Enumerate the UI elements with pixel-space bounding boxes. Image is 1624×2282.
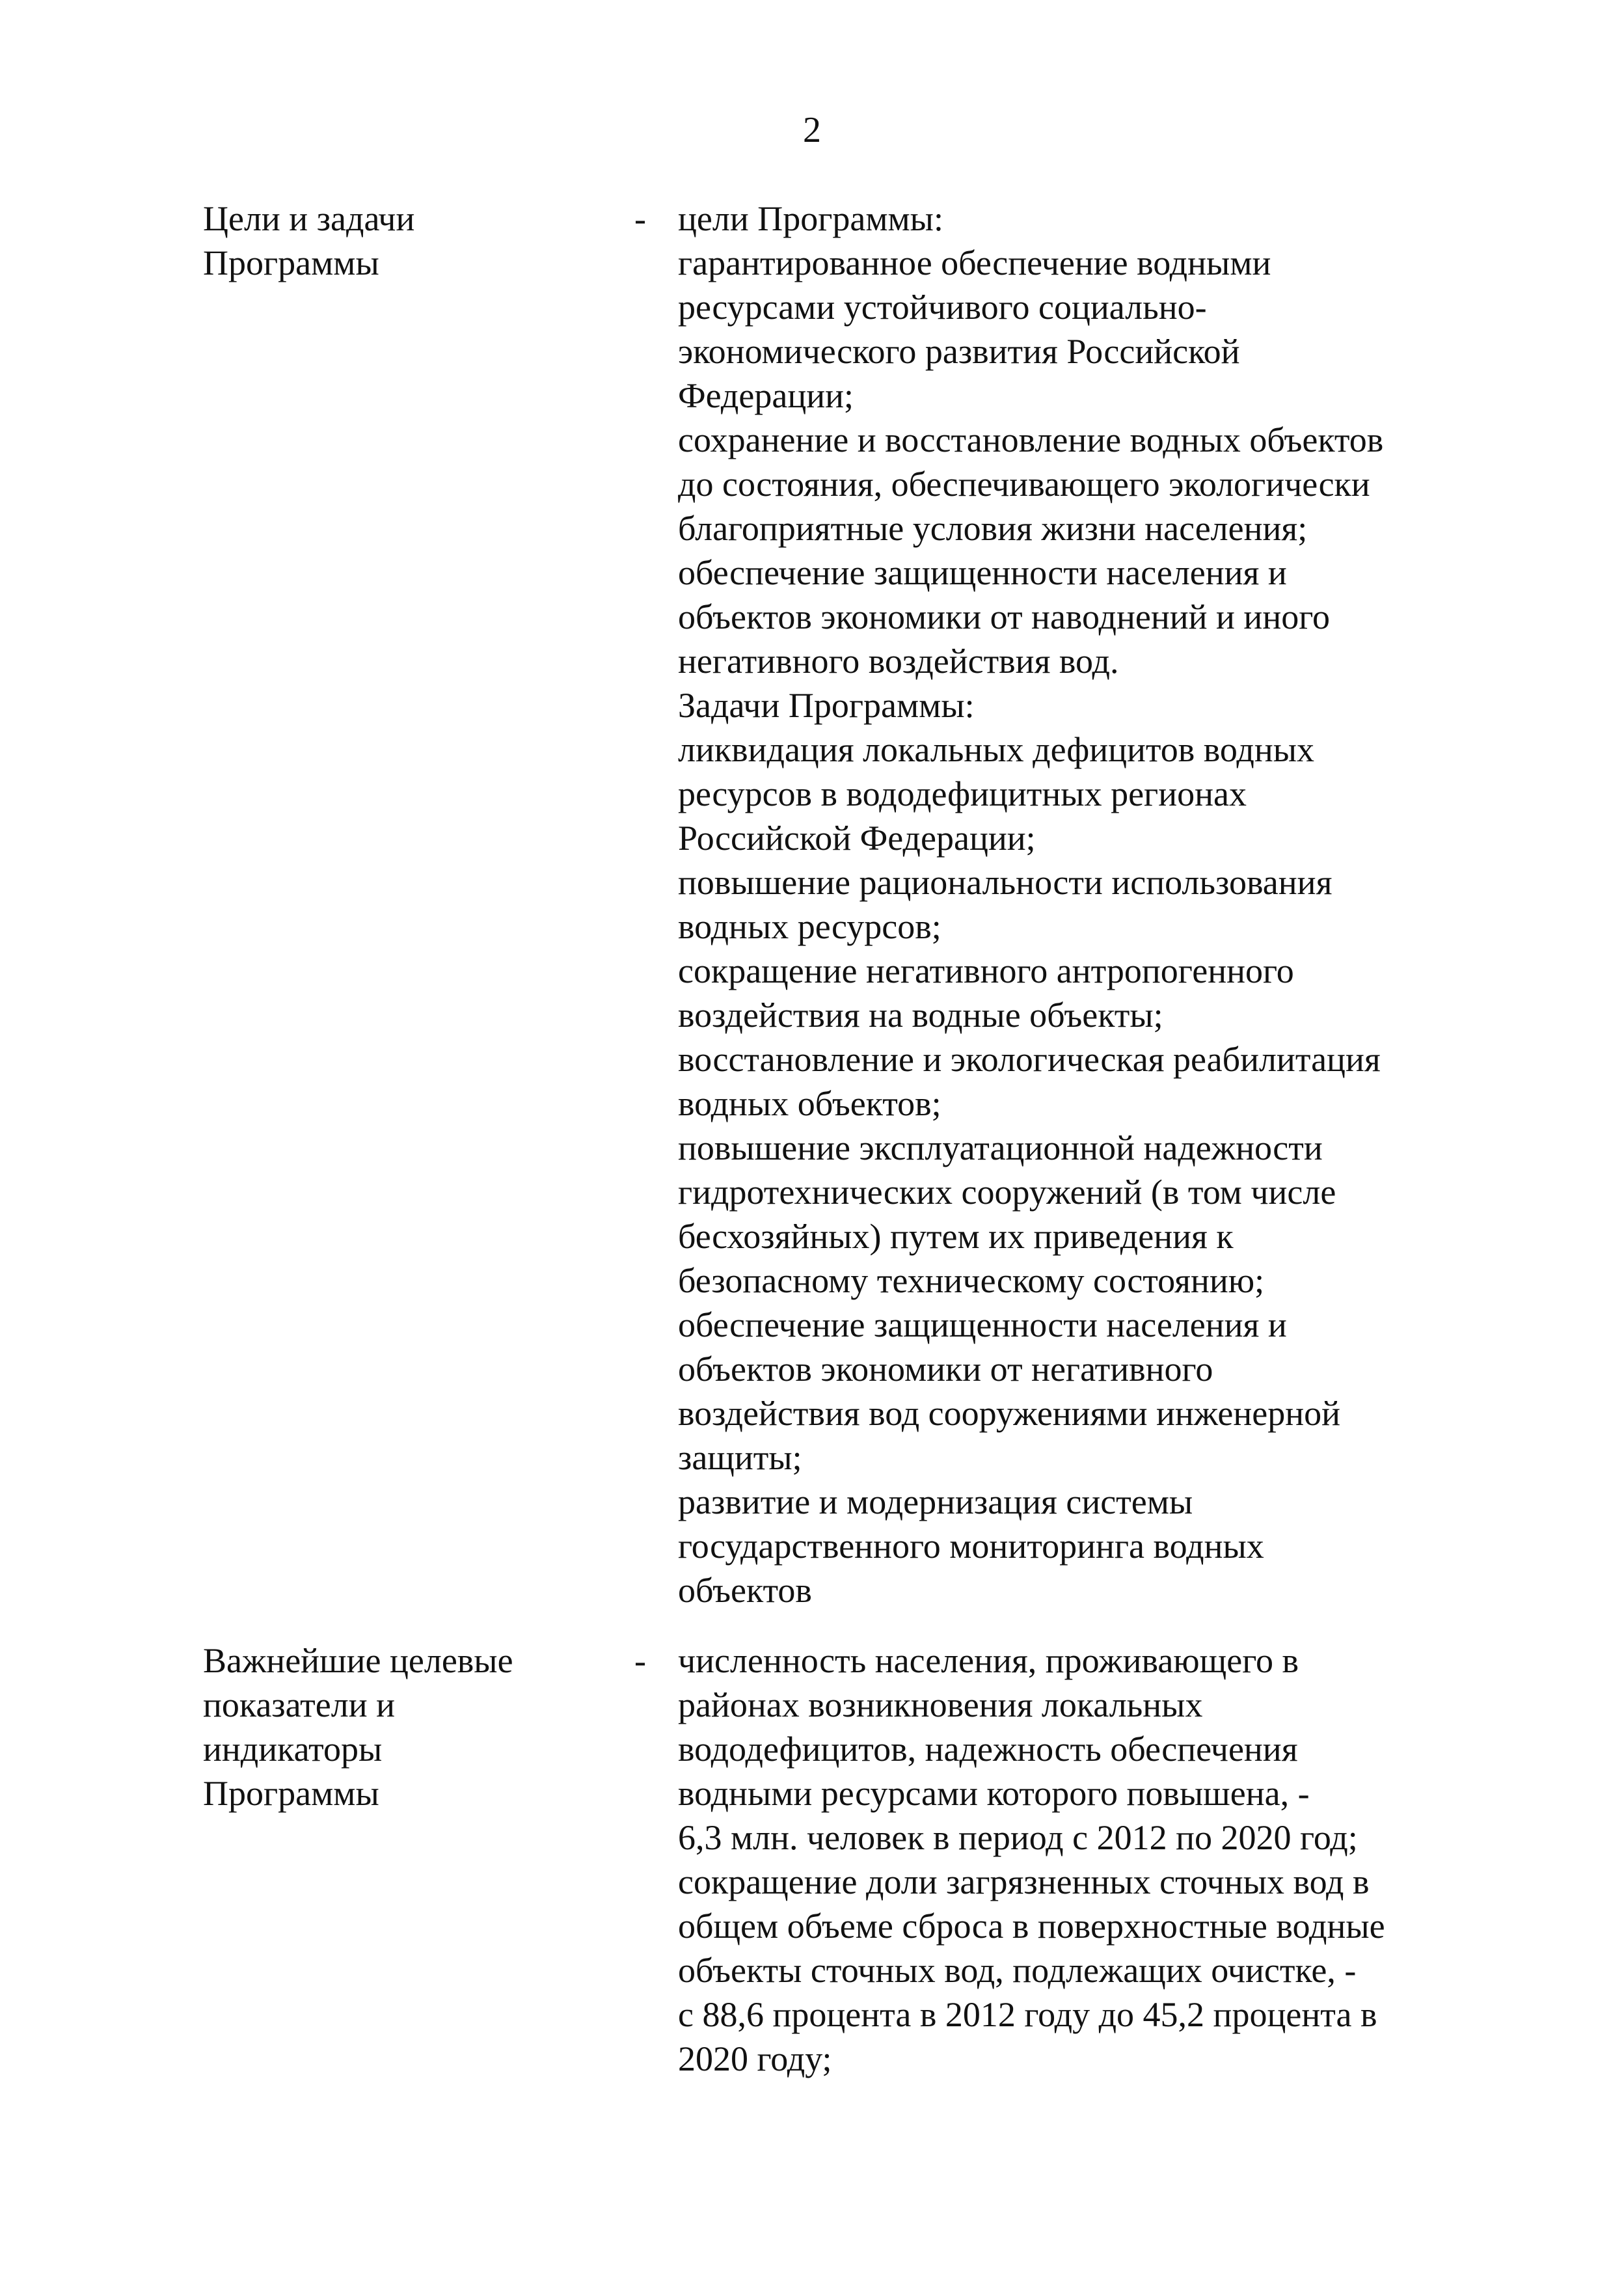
content-line: повышение рациональности использования: [678, 863, 1333, 902]
content-line: вододефицитов, надежность обеспечения: [678, 1730, 1298, 1769]
content-line: объектов экономики от негативного: [678, 1350, 1213, 1389]
content-line: общем объеме сброса в поверхностные водные: [678, 1907, 1385, 1946]
content-line: сокращение негативного антропогенного: [678, 951, 1294, 990]
content-line: обеспечение защищенности населения и: [678, 1305, 1287, 1344]
content-line: гарантированное обеспечение водными: [678, 243, 1271, 282]
content-line: районах возникновения локальных: [678, 1685, 1203, 1724]
section-label-line: показатели и: [203, 1685, 395, 1724]
content-line: Российской Федерации;: [678, 819, 1036, 858]
content-line: водных объектов;: [678, 1084, 941, 1123]
content-line: объектов: [678, 1571, 812, 1610]
content-line: государственного мониторинга водных: [678, 1527, 1264, 1566]
section-label-line: Программы: [203, 243, 379, 282]
content-line: объектов экономики от наводнений и иного: [678, 597, 1331, 636]
content-line: ресурсами устойчивого социально-: [678, 288, 1207, 327]
content-line: объекты сточных вод, подлежащих очистке, -: [678, 1951, 1357, 1990]
section-label-line: Цели и задачи: [203, 199, 415, 238]
content-line: обеспечение защищенности населения и: [678, 553, 1287, 592]
content-line: воздействия вод сооружениями инженерной: [678, 1394, 1341, 1433]
content-line: защиты;: [678, 1438, 802, 1477]
content-line: повышение эксплуатационной надежности: [678, 1128, 1323, 1167]
content-line: 6,3 млн. человек в период с 2012 по 2020 год;: [678, 1818, 1358, 1857]
content-line: благоприятные условия жизни населения;: [678, 509, 1308, 548]
page-number: 2: [803, 110, 821, 150]
content-line: Федерации;: [678, 376, 854, 415]
content-line: Задачи Программы:: [678, 686, 975, 725]
section-label: [203, 197, 619, 285]
content-line: гидротехнических сооружений (в том числе: [678, 1173, 1336, 1212]
content-line: цели Программы:: [678, 199, 943, 238]
content-line: 2020 году;: [678, 2039, 832, 2078]
content-line: с 88,6 процента в 2012 году до 45,2 процента в: [678, 1995, 1377, 2034]
content-line: водными ресурсами которого повышена, -: [678, 1774, 1310, 1813]
content-line: численность населения, проживающего в: [678, 1641, 1299, 1680]
section-label-line: индикаторы: [203, 1730, 383, 1769]
content-line: безопасному техническому состоянию;: [678, 1261, 1265, 1300]
section-label-line: Программы: [203, 1774, 379, 1813]
content-line: ликвидация локальных дефицитов водных: [678, 730, 1315, 769]
content-line: негативного воздействия вод.: [678, 642, 1119, 681]
content-line: до состояния, обеспечивающего экологически: [678, 465, 1370, 504]
content-line: сокращение доли загрязненных сточных вод в: [678, 1862, 1370, 1901]
section-label-line: Важнейшие целевые: [203, 1641, 513, 1680]
content-line: воздействия на водные объекты;: [678, 996, 1163, 1035]
content-line: сохранение и восстановление водных объектов: [678, 420, 1384, 459]
content-line: ресурсов в вододефицитных регионах: [678, 774, 1247, 813]
content-line: восстановление и экологическая реабилитация: [678, 1040, 1381, 1079]
section-content: [678, 1638, 1524, 2081]
section-dash: -: [634, 199, 646, 238]
content-line: бесхозяйных) путем их приведения к: [678, 1217, 1234, 1256]
content-line: экономического развития Российской: [678, 332, 1240, 371]
section-label: [203, 1638, 619, 1815]
content-line: развитие и модернизация системы: [678, 1482, 1193, 1521]
content-line: водных ресурсов;: [678, 907, 941, 946]
section-dash: -: [634, 1641, 646, 1680]
section-content: [678, 197, 1524, 1612]
